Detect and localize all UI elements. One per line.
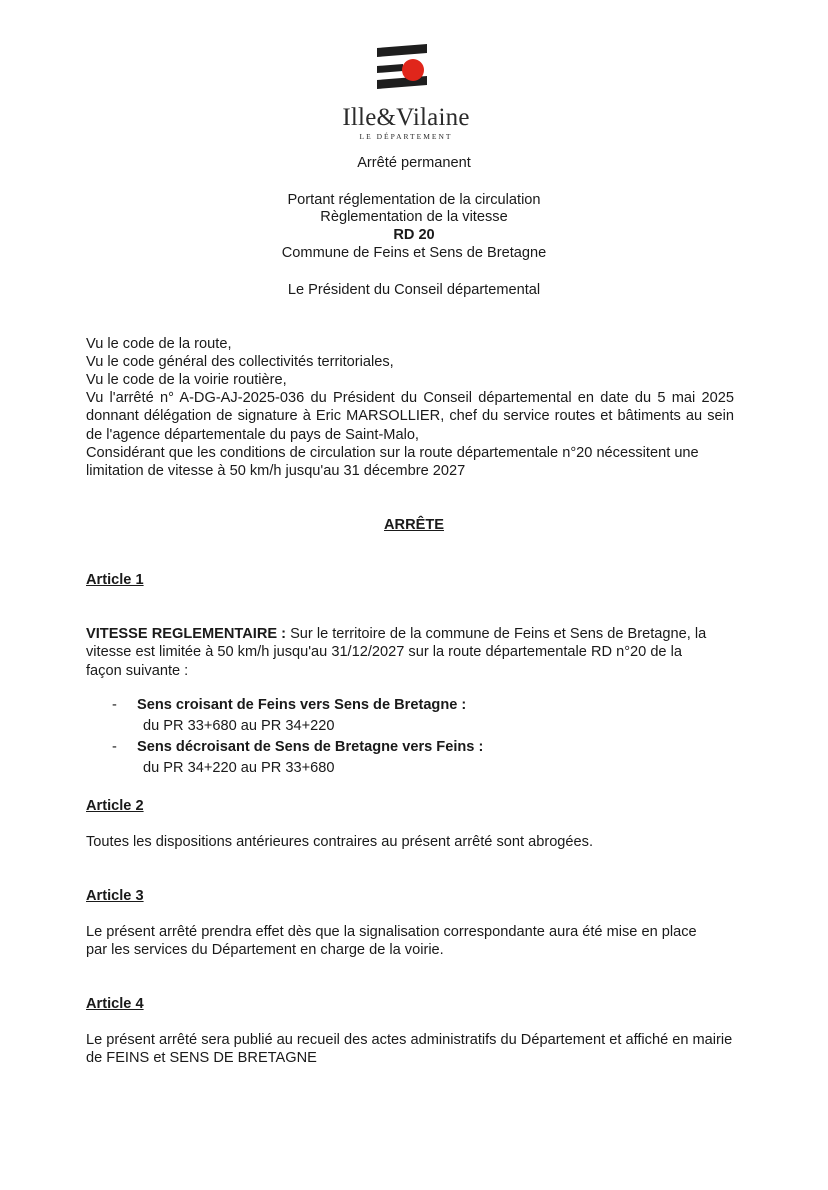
preamble-line-5: Considérant que les conditions de circulation sur la route départementale n°20 nécessitent une limitation de vitesse à 50 km/h jusqu'au 31 décembre 2027: [86, 445, 699, 480]
list-item-label: Sens croisant de Feins vers Sens de Bretagne :: [137, 697, 467, 713]
preamble-line-3: Vu le code de la voirie routière,: [86, 372, 287, 388]
bullet-dash: -: [112, 697, 117, 713]
arrete-title: ARRÊTE: [384, 517, 444, 533]
article-2-text: Toutes les dispositions antérieures contraires au présent arrêté sont abrogées.: [86, 834, 594, 850]
list-item-detail: du PR 33+680 au PR 34+220: [143, 718, 335, 734]
article-4-title: Article 4: [86, 996, 144, 1012]
commune-line: Commune de Feins et Sens de Bretagne: [281, 245, 547, 261]
article-1-title: Article 1: [86, 572, 144, 588]
authority-line: Le Président du Conseil départemental: [287, 282, 541, 298]
department-logo: [331, 44, 481, 144]
article-1-lead: VITESSE REGLEMENTAIRE :: [86, 626, 287, 642]
preamble-line-1: Vu le code de la route,: [86, 336, 232, 352]
article-1-paragraph: [86, 625, 718, 680]
list-item-detail: du PR 34+220 au PR 33+680: [143, 760, 335, 776]
logo-subtitle: LE DÉPARTEMENT: [359, 132, 453, 141]
article-1-text: Sur le territoire de la commune de Feins et Sens de Bretagne, la vitesse est limitée à 50 km/h jusqu'au 31/12/2027 sur la route départementale RD n°20 de la façon suivante :: [86, 626, 707, 679]
preamble-line-2: Vu le code général des collectivités territoriales,: [86, 354, 394, 370]
list-item-label: Sens décroisant de Sens de Bretagne vers Feins :: [137, 739, 484, 755]
preamble-line-4: Vu l'arrêté n° A-DG-AJ-2025-036 du Président du Conseil départemental en date du 5 mai 2025 donnant délégation de signature à Eric MARSOLLIER, chef du service routes et bâtiments au sein de l'agence départementale du pays de Saint-Malo,: [86, 390, 734, 443]
logo-name: Ille&Vilaine: [342, 104, 470, 131]
document-type: Arrêté permanent: [357, 155, 471, 171]
bullet-dash: -: [112, 739, 117, 755]
article-3-title: Article 3: [86, 888, 144, 904]
subject-line-1: Portant réglementation de la circulation: [287, 192, 541, 208]
road-reference: RD 20: [393, 227, 435, 243]
article-4-text: Le présent arrêté sera publié au recueil des actes administratifs du Département et affiché en mairie de FEINS et SENS DE BRETAGNE: [86, 1032, 733, 1067]
article-3-text: Le présent arrêté prendra effet dès que la signalisation correspondante aura été mise en place par les services du Département en charge de la voirie.: [86, 924, 697, 959]
subject-line-2: Règlementation de la vitesse: [320, 209, 508, 225]
ille-vilaine-emblem-icon: [373, 44, 439, 102]
article-2-title: Article 2: [86, 798, 144, 814]
